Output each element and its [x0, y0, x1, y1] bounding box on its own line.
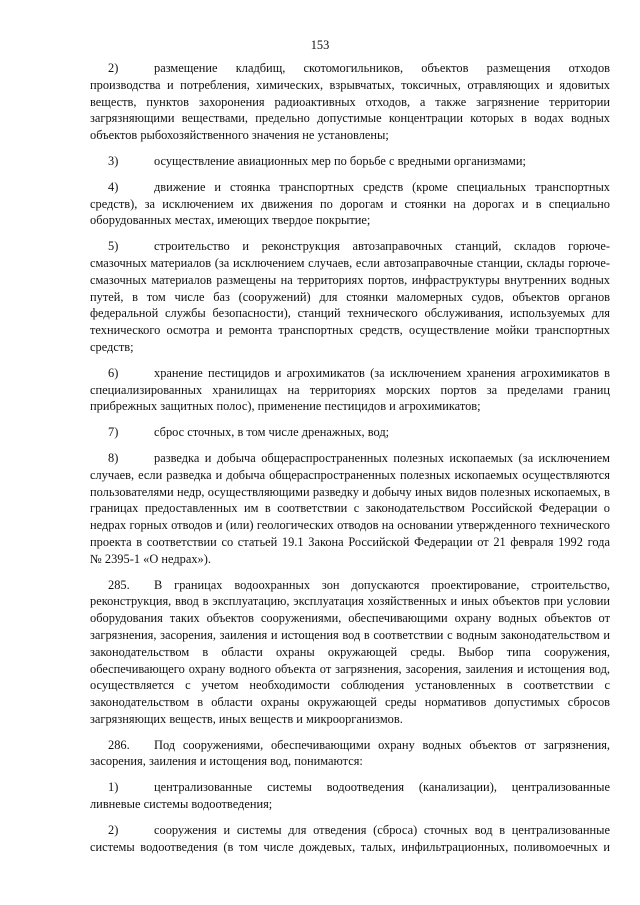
- text-line: [90, 339, 610, 356]
- text-line: [90, 711, 610, 728]
- line-text: В границах водоохранных зон допускаются проектирование, строительство,: [154, 577, 610, 592]
- line-text: оборудованных местах, имеющих твердое покрытие;: [90, 213, 371, 228]
- line-text: федеральной службы безопасности), станций технического обслуживания, используемых для: [90, 306, 610, 321]
- line-text: оборудования таких объектов сооружениями, обеспечивающими охрану водных объектов от: [90, 611, 610, 626]
- paragraph: [90, 424, 610, 441]
- paragraph: [90, 822, 610, 856]
- text-line: [90, 238, 610, 255]
- line-text: хранение пестицидов и агрохимикатов (за исключением хранения агрохимикатов в: [154, 365, 610, 380]
- text-line: [90, 365, 610, 382]
- text-line: [90, 661, 610, 678]
- line-text: осуществление авиационных мер по борьбе с вредными организмами;: [154, 153, 526, 168]
- line-text: сброс сточных, в том числе дренажных, вод;: [154, 425, 390, 440]
- text-line: [90, 272, 610, 289]
- item-number: 7): [108, 425, 119, 440]
- line-text: реконструкция, ввод в эксплуатацию, эксплуатация хозяйственных и иных объектов при условии: [90, 594, 610, 609]
- item-number: 2): [108, 822, 119, 837]
- line-text: строительство и реконструкция автозаправочных станций, складов горюче-: [154, 239, 610, 254]
- line-text: обеспечивающего охрану водного объекта от загрязнения, засорения, заиления и истощения вод,: [90, 661, 610, 676]
- line-text: проекта в соответствии со статьей 19.1 Закона Российской Федерации от 21 февраля 1992 года: [90, 534, 610, 549]
- text-line: [90, 644, 610, 661]
- page-number: 153: [310, 38, 330, 52]
- line-text: централизованные системы водоотведения (канализации), централизованные: [154, 780, 610, 795]
- text-line: [90, 517, 610, 534]
- line-text: пользователями недр, осуществляющими разведку и добычу иных видов полезных ископаемых, в: [90, 484, 610, 499]
- line-text: законодательством в области охраны окружающей среды нормативов допустимых сбросов: [90, 695, 610, 710]
- text-line: [90, 534, 610, 551]
- text-line: [90, 484, 610, 501]
- text-line: [90, 577, 610, 594]
- text-line: [90, 677, 610, 694]
- paragraph: [90, 365, 610, 415]
- paragraph: [90, 60, 610, 144]
- line-text: сооружения и системы для отведения (сброса) сточных вод в централизованные: [154, 822, 610, 837]
- text-line: [90, 753, 610, 770]
- item-number: 4): [108, 179, 119, 194]
- text-line: [90, 212, 610, 229]
- item-number: 285.: [108, 577, 130, 592]
- paragraph: [90, 737, 610, 771]
- paragraph: [90, 153, 610, 170]
- text-line: [90, 822, 610, 839]
- text-line: [90, 779, 610, 796]
- line-text: разведка и добыча общераспространенных полезных ископаемых (за исключением: [154, 450, 610, 465]
- item-number: 6): [108, 365, 119, 380]
- text-line: [90, 289, 610, 306]
- text-line: [90, 610, 610, 627]
- text-line: [90, 593, 610, 610]
- line-text: объектов рыбохозяйственного значения не установлены;: [90, 128, 389, 143]
- text-line: [90, 500, 610, 517]
- line-text: производства и потребления, химических, взрывчатых, токсичных, отравляющих и ядовитых: [90, 77, 610, 92]
- text-line: [90, 551, 610, 568]
- line-text: границах предоставленных им в соответствии с законодательством Российской Федерации о: [90, 501, 610, 516]
- item-number: 5): [108, 239, 119, 254]
- text-line: [90, 694, 610, 711]
- text-line: [90, 77, 610, 94]
- text-line: [90, 322, 610, 339]
- paragraph: [90, 577, 610, 728]
- text-line: [90, 839, 610, 856]
- text-line: [90, 305, 610, 322]
- text-line: [90, 196, 610, 213]
- paragraph: [90, 450, 610, 568]
- text-line: [90, 796, 610, 813]
- text-line: [90, 398, 610, 415]
- text-line: [90, 255, 610, 272]
- text-line: [90, 179, 610, 196]
- item-number: 8): [108, 450, 119, 465]
- text-line: [90, 450, 610, 467]
- line-text: № 2395-1 «О недрах»).: [90, 551, 211, 566]
- text-line: [90, 94, 610, 111]
- line-text: средств), за исключением их движения по дорогам и стоянки на дорогах и в специально: [90, 196, 610, 211]
- line-text: загрязняющими веществами, предельно допустимые концентрации которых в водах водных: [90, 111, 610, 126]
- line-text: путей, в том числе баз (сооружений) для стоянки маломерных судов, объектов органов: [90, 289, 610, 304]
- item-number: 286.: [108, 737, 130, 752]
- text-line: [90, 60, 610, 77]
- line-text: недрах горных отводов и (или) геологических отводов на основании утвержденного технического: [90, 518, 610, 533]
- line-text: загрязнения, засорения, заиления и истощения вод в соответствии с водным законодательством и: [90, 627, 610, 642]
- paragraph: [90, 238, 610, 356]
- line-text: загрязняющих веществ, иных веществ и микроорганизмов.: [90, 711, 403, 726]
- item-number: 2): [108, 61, 119, 75]
- line-text: специализированных хранилищах на территориях морских портов за пределами границ: [90, 382, 610, 397]
- text-line: [90, 382, 610, 399]
- line-text: ливневые системы водоотведения;: [90, 797, 273, 812]
- line-text: смазочных материалов (за исключением случаев, если автозаправочные станции, склады горюче-: [90, 255, 610, 270]
- text-line: [90, 627, 610, 644]
- line-text: Под сооружениями, обеспечивающими охрану водных объектов от загрязнения,: [154, 737, 610, 752]
- text-line: [90, 127, 610, 144]
- text-line: [90, 467, 610, 484]
- line-text: случаев, если разведка и добыча общераспространенных полезных ископаемых осуществляются: [90, 467, 610, 482]
- text-line: [90, 153, 610, 170]
- paragraph: [90, 779, 610, 813]
- line-text: средств;: [90, 339, 134, 354]
- text-line: [90, 110, 610, 127]
- document-body: [90, 60, 610, 864]
- line-text: размещение кладбищ, скотомогильников, объектов размещения отходов: [154, 61, 610, 75]
- paragraph: [90, 179, 610, 229]
- text-line: [90, 737, 610, 754]
- item-number: 3): [108, 153, 119, 168]
- line-text: движение и стоянка транспортных средств (кроме специальных транспортных: [154, 179, 610, 194]
- line-text: смазочных материалов размещены на территориях портов, инфраструктуры внутренних водных: [90, 272, 610, 287]
- line-text: осуществляется с учетом необходимости соблюдения установленных в соответствии с: [90, 678, 610, 693]
- line-text: прибрежных защитных полос), применение пестицидов и агрохимикатов;: [90, 399, 481, 414]
- item-number: 1): [108, 780, 119, 795]
- text-line: [90, 424, 610, 441]
- line-text: системы водоотведения (в том числе дождевых, талых, инфильтрационных, поливомоечных и: [90, 839, 610, 854]
- line-text: технического осмотра и ремонта транспортных средств, осуществление мойки транспортных: [90, 323, 610, 338]
- line-text: засорения, заиления и истощения вод, понимаются:: [90, 754, 363, 769]
- line-text: веществ, пунктов захоронения радиоактивных отходов, а также загрязнение территории: [90, 94, 610, 109]
- line-text: законодательством в области охраны окружающей среды. Выбор типа сооружения,: [90, 644, 610, 659]
